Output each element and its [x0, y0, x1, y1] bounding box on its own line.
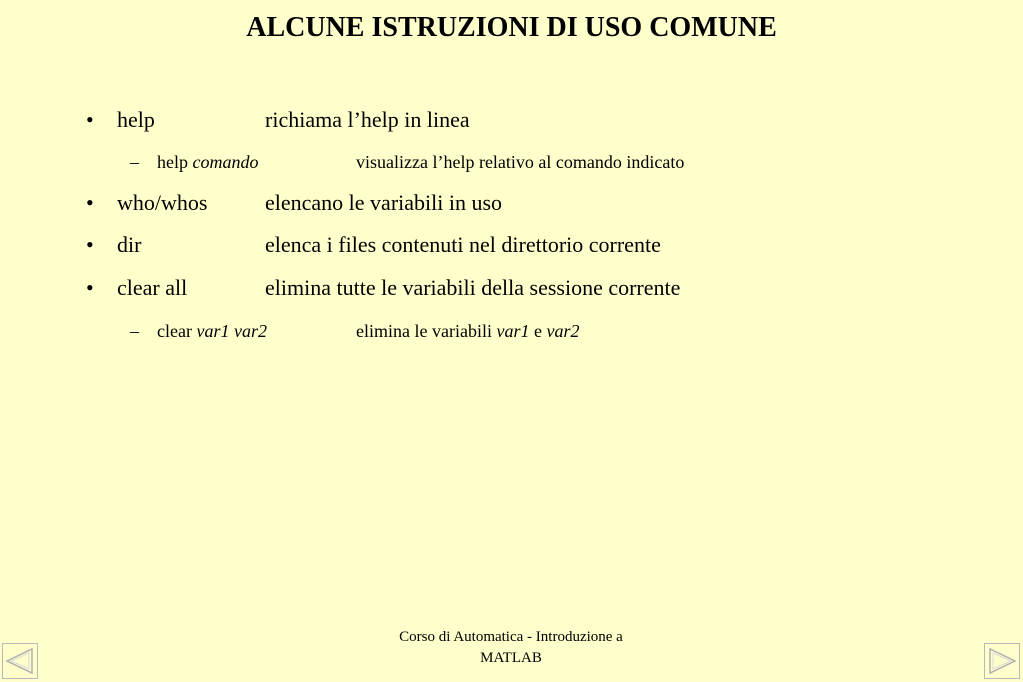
- command-clear-all: clear all: [117, 275, 188, 300]
- command-dir: dir: [117, 232, 142, 257]
- description-var1: var1: [496, 321, 530, 341]
- description-var2: var2: [546, 321, 580, 341]
- bullet: •: [86, 232, 94, 257]
- dash-bullet: –: [130, 321, 139, 341]
- description-who-whos: elencano le variabili in uso: [265, 190, 503, 215]
- bullet: •: [86, 275, 94, 300]
- description-prefix: elimina le variabili: [356, 321, 497, 341]
- command-help-comando: [157, 150, 259, 174]
- bullet: •: [86, 190, 94, 215]
- previous-slide-button[interactable]: [2, 643, 38, 679]
- slide-footer: [370, 627, 652, 669]
- description-mid: e: [529, 321, 547, 341]
- description-help: richiama l’help in linea: [265, 107, 470, 132]
- command-vars-italic: var1 var2: [196, 321, 267, 341]
- command-clear-word: clear: [157, 321, 197, 341]
- command-comando-italic: comando: [192, 152, 259, 172]
- next-slide-button[interactable]: [984, 643, 1020, 679]
- slide-title: ALCUNE ISTRUZIONI DI USO COMUNE: [246, 12, 777, 43]
- footer-line-2: MATLAB: [480, 650, 542, 666]
- command-clear-vars: [157, 319, 267, 343]
- command-who-whos: who/whos: [117, 190, 208, 215]
- command-help: help: [117, 107, 155, 132]
- description-help-comando: visualizza l’help relativo al comando indicato: [356, 152, 685, 172]
- next-slide-icon: [985, 644, 1019, 678]
- footer-line-1: Corso di Automatica - Introduzione a: [399, 629, 623, 645]
- description-clear-vars: [356, 319, 579, 343]
- bullet: •: [86, 107, 94, 132]
- dash-bullet: –: [130, 152, 139, 172]
- description-clear-all: elimina tutte le variabili della sessione corrente: [265, 275, 681, 300]
- description-dir: elenca i files contenuti nel direttorio corrente: [265, 232, 661, 257]
- previous-slide-icon: [3, 644, 37, 678]
- command-help-word: help: [157, 152, 193, 172]
